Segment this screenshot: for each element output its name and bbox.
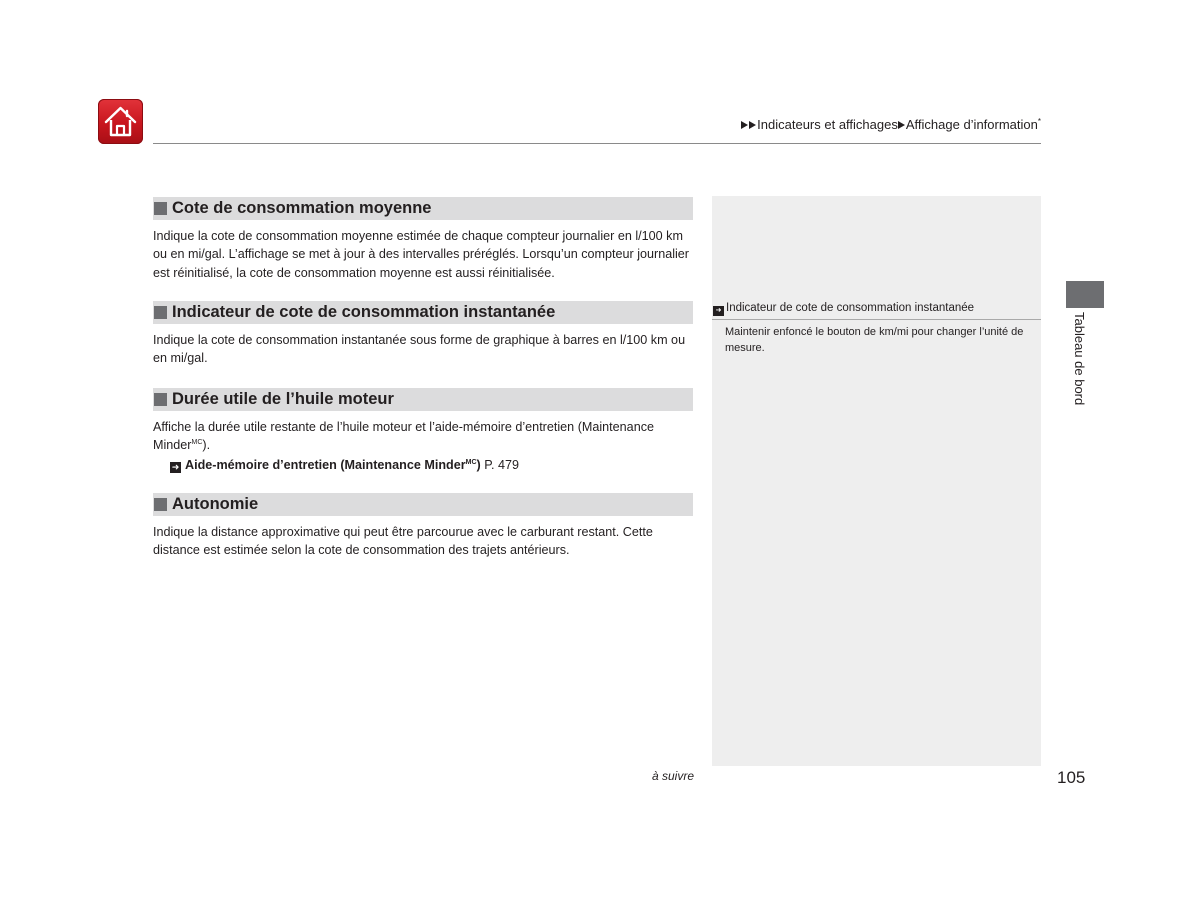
side-note [712,301,1041,356]
home-button[interactable] [98,99,143,144]
triangle-right-icon [749,121,756,129]
section-instant-consumption [153,301,693,368]
chapter-tab-label: Tableau de bord [1072,312,1087,406]
section-heading [153,197,693,220]
side-note-title [712,301,1041,316]
home-icon [98,99,143,144]
section-heading [153,493,693,516]
section-body: Indique la distance approximative qui peut être parcourue avec le carburant restant. Cette distance est estimée selon la cote de consommation des trajets antérieurs. [153,525,653,558]
section-body [153,418,693,455]
body-text-part: ). [202,438,211,453]
side-note-title-text: Indicateur de cote de consommation instantanée [726,302,975,314]
chapter-tab-marker[interactable] [1066,281,1104,308]
reference-arrow-icon: ➜ [171,461,180,472]
section-heading [153,301,693,324]
cross-reference-link[interactable] [170,456,693,474]
square-bullet-icon [154,202,167,215]
side-note-body: Maintenir enfoncé le bouton de km/mi pour changer l’unité de mesure. [725,326,1024,354]
section-body: Indique la cote de consommation moyenne estimée de chaque compteur journalier en l/100 km ou en mi/gal. L’affichage se met à jour à des intervalles préréglés. Lorsqu’un compteur journalier est réinitialisé, la cote de consommation moyenne est aussi réinitialisée. [153,229,690,280]
section-title: Durée utile de l’huile moteur [172,390,394,408]
header-divider [153,143,1041,144]
section-body: Indique la cote de consommation instantanée sous forme de graphique à barres en l/100 km ou en mi/gal. [153,333,686,366]
section-average-consumption [153,197,693,282]
section-title: Autonomie [172,495,259,513]
double-arrow-icon: ➜ [713,306,724,316]
reference-page: P. 479 [480,457,520,472]
continued-label: à suivre [652,769,695,783]
triangle-right-icon [741,121,748,129]
square-bullet-icon [154,393,167,406]
section-title: Indicateur de cote de consommation instantanée [172,303,556,321]
side-note-panel [712,196,1041,766]
side-note-divider [712,319,1041,320]
superscript-mc: MC [465,458,477,466]
breadcrumb [741,117,1041,132]
superscript-mc: MC [191,439,203,447]
section-oil-life [153,388,693,474]
square-bullet-icon [154,498,167,511]
page-number: 105 [1057,768,1086,787]
reference-title-end: ) [476,457,481,472]
section-range [153,493,693,560]
breadcrumb-link-info-display[interactable]: Affichage d’information [905,117,1038,132]
body-text-part: Affiche la durée utile restante de l’huile moteur et l’aide-mémoire d’entretien (Maintenance Minder [153,420,654,453]
section-heading [153,388,693,411]
section-title: Cote de consommation moyenne [172,199,432,217]
breadcrumb-link-indicators[interactable]: Indicateurs et affichages [757,117,898,132]
square-bullet-icon [154,306,167,319]
reference-title [185,458,481,472]
breadcrumb-asterisk: * [1037,117,1041,126]
reference-title-text: Aide-mémoire d’entretien (Maintenance Minder [185,457,466,472]
triangle-right-icon [898,121,905,129]
